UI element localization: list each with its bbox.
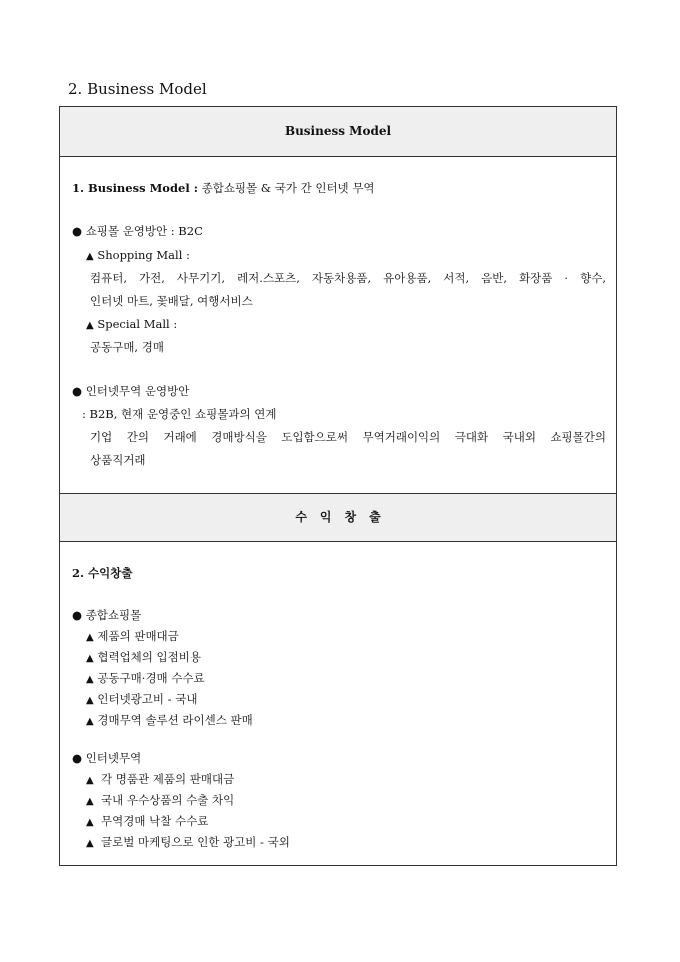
triangle-bullet-icon: ▲ <box>86 653 94 664</box>
trade-revenue-item: ● 인터넷무역 <box>72 751 142 765</box>
special-mall-items: 공동구매, 경매 <box>90 340 164 354</box>
shopping-mall-line2: 인터넷 마트, 꽃배달, 여행서비스 <box>90 294 253 308</box>
trade-plan-item: ● 인터넷무역 운영방안 <box>72 384 190 398</box>
list-item: ▲ 글로벌 마케팅으로 인한 광고비 - 국외 <box>86 835 290 849</box>
trade-line2: 기업 간의 거래에 경매방식을 도입함으로써 무역거래이익의 극대화 국내외 쇼핑몰간의 <box>90 430 606 444</box>
list-item: ▲ 국내 우수상품의 수출 차익 <box>86 793 235 807</box>
bullet-circle-icon: ● <box>72 224 83 238</box>
section2-header: 수익창출 <box>60 493 616 542</box>
section1-title: 1. Business Model : 종합쇼핑몰 & 국가 간 인터넷 무역 <box>72 181 375 195</box>
bullet-circle-icon: ● <box>72 751 83 765</box>
list-item: ▲ 인터넷광고비 - 국내 <box>86 692 198 706</box>
bullet-circle-icon: ● <box>72 384 83 398</box>
section1-header: Business Model <box>60 107 616 157</box>
triangle-bullet-icon: ▲ <box>86 716 94 727</box>
section2-title: 2. 수익창출 <box>72 566 133 580</box>
special-mall-label: ▲ Special Mall : <box>86 317 178 331</box>
mall-revenue-item: ● 종합쇼핑몰 <box>72 608 142 622</box>
triangle-bullet-icon: ▲ <box>86 695 94 706</box>
triangle-bullet-icon: ▲ <box>86 838 94 849</box>
list-item: ▲ 제품의 판매대금 <box>86 629 179 643</box>
list-item: ▲ 협력업체의 입점비용 <box>86 650 201 664</box>
triangle-bullet-icon: ▲ <box>86 632 94 643</box>
triangle-bullet-icon: ▲ <box>86 817 94 828</box>
triangle-bullet-icon: ▲ <box>86 796 94 807</box>
list-item: ▲ 경매무역 솔루션 라이센스 판매 <box>86 713 253 727</box>
trade-line1: : B2B, 현재 운영중인 쇼핑몰과의 연계 <box>82 407 277 421</box>
trade-line3: 상품직거래 <box>90 453 146 467</box>
shopping-mall-line1: 컴퓨터, 가전, 사무기기, 레저.스포츠, 자동차용품, 유아용품, 서적, 음반, 화장품 · 향수, <box>90 271 606 285</box>
triangle-bullet-icon: ▲ <box>86 674 94 685</box>
business-model-table <box>59 106 617 866</box>
triangle-bullet-icon: ▲ <box>86 251 94 262</box>
bullet-circle-icon: ● <box>72 608 83 622</box>
triangle-bullet-icon: ▲ <box>86 320 94 331</box>
triangle-bullet-icon: ▲ <box>86 775 94 786</box>
list-item: ▲ 공동구매·경매 수수료 <box>86 671 205 685</box>
mall-plan-item: ● 쇼핑몰 운영방안 : B2C <box>72 224 203 238</box>
list-item: ▲ 각 명품관 제품의 판매대금 <box>86 772 235 786</box>
list-item: ▲ 무역경매 낙찰 수수료 <box>86 814 209 828</box>
page-heading: 2. Business Model <box>68 80 207 98</box>
shopping-mall-label: ▲ Shopping Mall : <box>86 248 190 262</box>
